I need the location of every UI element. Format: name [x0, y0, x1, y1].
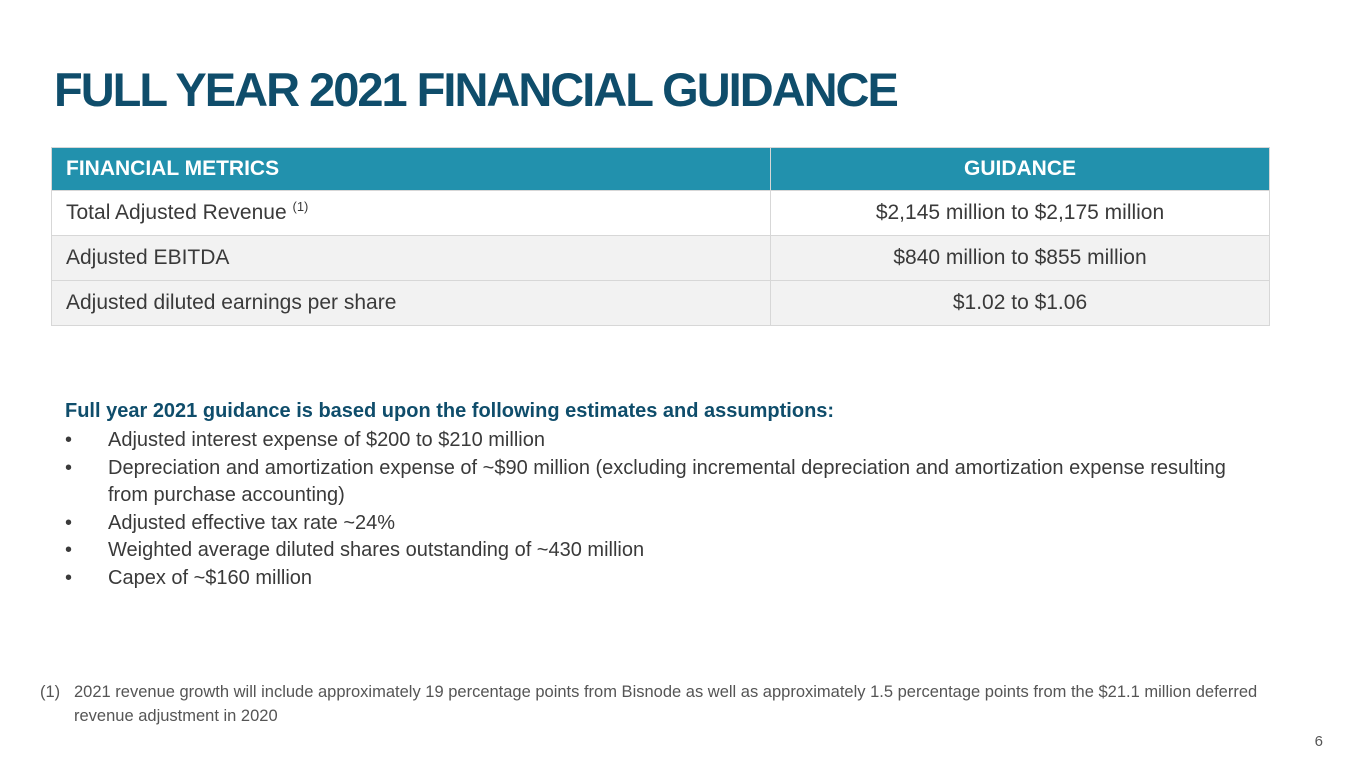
bullet-icon: • [65, 511, 73, 534]
table-row [52, 236, 1270, 281]
assumptions-heading: Full year 2021 guidance is based upon the following estimates and assumptions: [65, 400, 835, 422]
bullet-icon: • [65, 566, 73, 589]
footnote-text: 2021 revenue growth will include approximately 19 percentage points from Bisnode as well as approximately 1.5 percentage points from the $21.1 million deferred revenue adjustment in 2020 [74, 683, 1258, 725]
guidance-cell: $840 million to $855 million [771, 236, 1270, 281]
bullet-icon: • [65, 429, 73, 451]
assumptions-list [65, 427, 1245, 592]
guidance-cell: $2,145 million to $2,175 million [771, 191, 1270, 236]
slide-title: FULL YEAR 2021 FINANCIAL GUIDANCE [54, 63, 897, 116]
footnote [40, 680, 1280, 728]
table-row [52, 281, 1270, 326]
bullet-icon: • [65, 456, 73, 479]
list-item [65, 565, 1245, 593]
assumptions-section [65, 400, 1245, 592]
metric-cell: Adjusted diluted earnings per share [52, 281, 771, 326]
bullet-icon: • [65, 539, 73, 561]
list-item [65, 510, 1245, 538]
assumption-text: Depreciation and amortization expense of ~$90 million (excluding incremental depreciation and amortization expense resulting from purchase accounting) [108, 456, 1226, 506]
assumption-text: Capex of ~$160 million [108, 566, 313, 589]
list-item [65, 537, 1245, 565]
header-financial-metrics: FINANCIAL METRICS [52, 148, 771, 191]
table-row [52, 191, 1270, 236]
guidance-cell: $1.02 to $1.06 [771, 281, 1270, 326]
assumption-text: Weighted average diluted shares outstanding of ~430 million [108, 539, 645, 561]
page-number: 6 [1314, 733, 1323, 750]
assumption-text: Adjusted interest expense of $200 to $210 million [108, 429, 545, 451]
header-guidance: GUIDANCE [771, 148, 1270, 191]
metric-label: Total Adjusted Revenue [66, 201, 287, 224]
metric-cell: Adjusted EBITDA [52, 236, 771, 281]
footnote-marker: (1) [40, 683, 61, 701]
table-header-row [52, 148, 1270, 191]
list-item [65, 455, 1245, 510]
footnote-reference: (1) [292, 199, 309, 214]
guidance-table [51, 147, 1270, 326]
assumption-text: Adjusted effective tax rate ~24% [108, 511, 396, 534]
metric-cell [52, 191, 771, 236]
list-item [65, 427, 1245, 455]
